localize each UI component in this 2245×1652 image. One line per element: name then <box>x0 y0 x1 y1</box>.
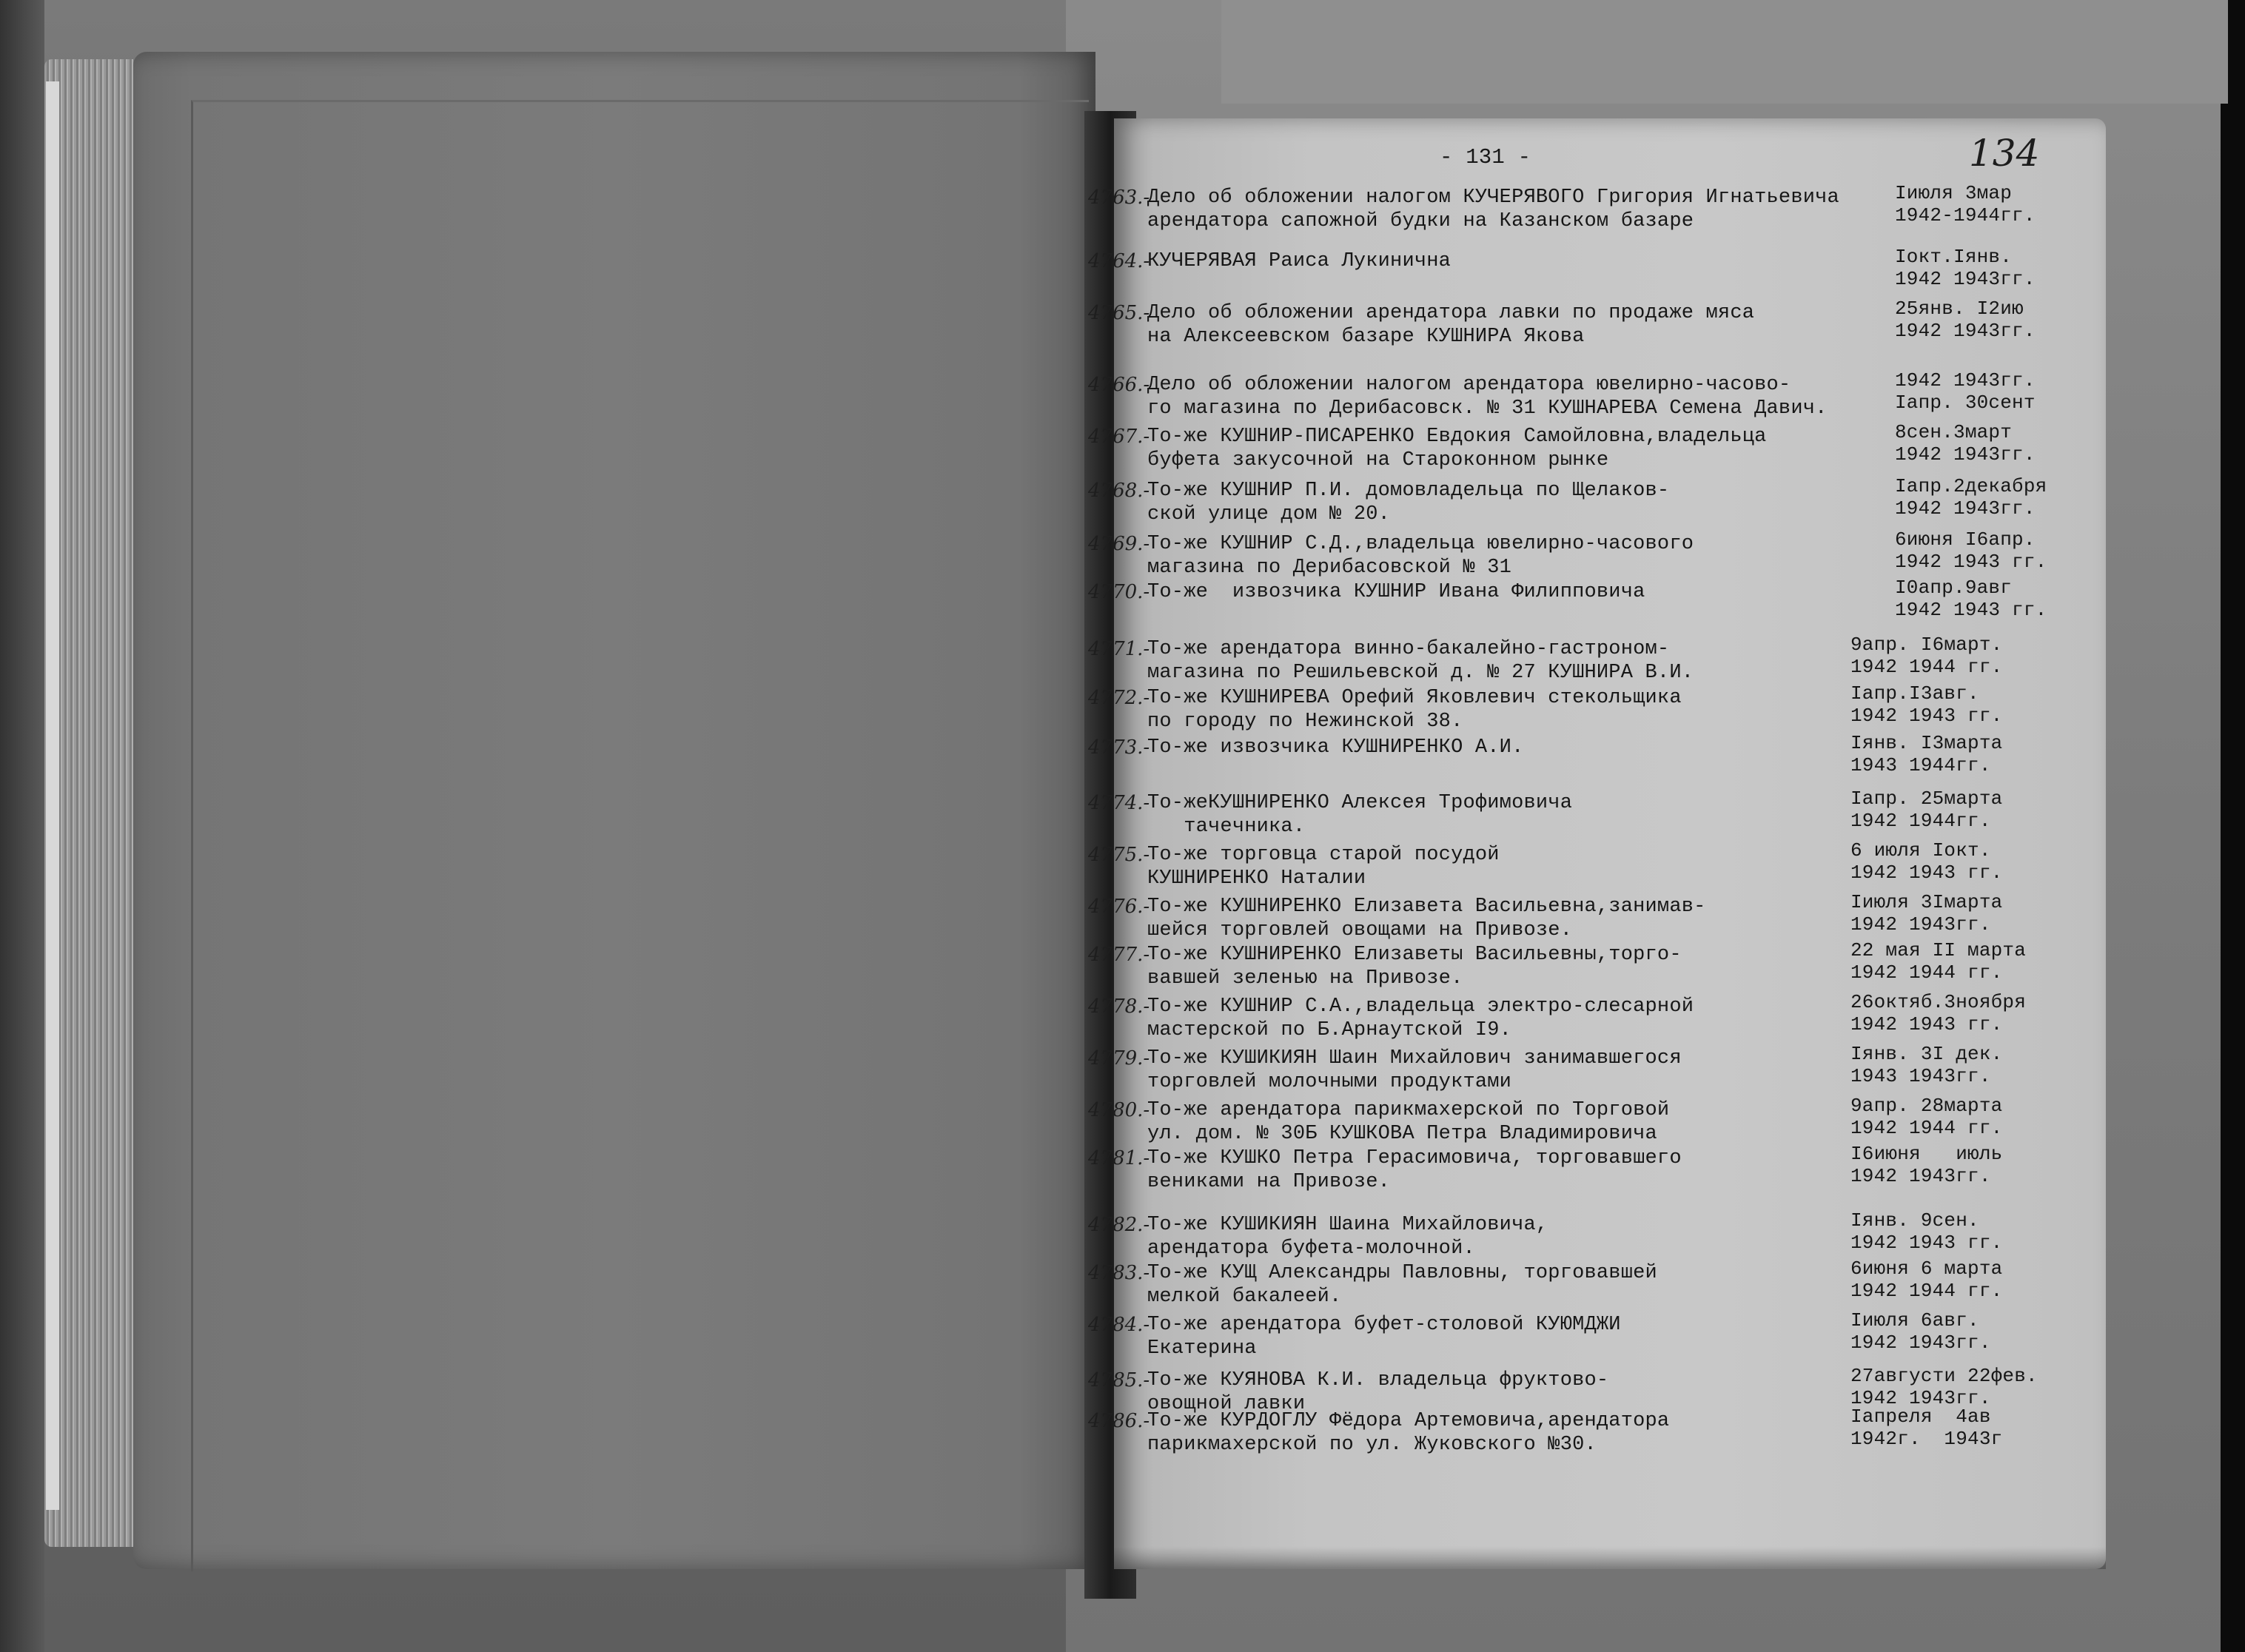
background-left-edge <box>0 0 44 1652</box>
entry-number: 4763.- <box>1088 187 1150 209</box>
entry-date-range: 1942-1944гг. <box>1895 204 2036 226</box>
entry-date-range: 6июня 6 марта <box>1850 1258 2003 1280</box>
entry-number: 4773.- <box>1088 736 1150 759</box>
entry-number: 4769.- <box>1088 533 1150 555</box>
entry-description-line: То-же арендатора буфет-столовой КУЮМДЖИ <box>1147 1314 1621 1336</box>
entry-number: 4764.- <box>1088 250 1150 272</box>
entry-date-range: Іянв. 3І дек. <box>1850 1043 2003 1065</box>
entry-date-range: 9апр. І6март. <box>1850 634 2003 656</box>
entry-description-line: То-же КУШНИРЕВА Орефий Яковлевич стекольщика <box>1147 687 1682 709</box>
entry-date-range: 22 мая II марта <box>1850 939 2027 961</box>
entry-date-range: Іянв. 9сен. <box>1850 1209 1979 1232</box>
entry-date-range: Іиюля 6авг. <box>1850 1309 1979 1332</box>
entry-number: 4776.- <box>1088 896 1150 918</box>
page-stack-white <box>46 81 59 1510</box>
entry-date-range: І6июня июль <box>1850 1143 2003 1165</box>
entry-date-range: 6июня І6апр. <box>1895 528 2036 551</box>
entry-date-range: Іиюля 3мар <box>1895 182 2013 204</box>
entry-date-range: 1942 1944 гг. <box>1850 1117 2003 1139</box>
entry-number: 4784.- <box>1088 1314 1150 1336</box>
entry-date-range: Іапр.І3авг. <box>1850 682 1979 705</box>
entry-description-line: го магазина по Дерибасовск. № 31 КУШНАРЕВА Семена Давич. <box>1147 397 1828 420</box>
entry-description-line: То-же арендатора парикмахерской по Торговой <box>1147 1099 1670 1121</box>
entry-number: 4767.- <box>1088 426 1150 448</box>
entry-number: 4786.- <box>1088 1410 1150 1432</box>
entry-description-line: ул. дом. № 30Б КУШКОВА Петра Владимировича <box>1147 1123 1657 1145</box>
entry-description-line: То-же КУШИКИЯН Шаина Михайловича, <box>1147 1214 1548 1236</box>
right-page-shadow-bottom <box>1114 1547 2106 1569</box>
entry-number: 4777.- <box>1088 944 1150 966</box>
entry-date-range: 1942 1944гг. <box>1850 810 1991 832</box>
entry-description-line: по городу по Нежинской 38. <box>1147 711 1463 733</box>
entry-date-range: 1942 1943гг. <box>1895 268 2036 290</box>
entry-date-range: Іапр. 25марта <box>1850 788 2003 810</box>
entry-description-line: То-же КУШНИРЕНКО Елизавета Васильевна,занимав- <box>1147 896 1706 918</box>
entry-date-range: 1942 1943гг. <box>1850 913 1991 936</box>
entry-description-line: То-же КУШНИР-ПИСАРЕНКО Евдокия Самойловна,владельца <box>1147 426 1767 448</box>
entry-date-range: 1942 1943гг. <box>1895 497 2036 520</box>
entry-description-line: вениками на Привозе. <box>1147 1171 1391 1193</box>
entry-description-line: магазина по Решильевской д. № 27 КУШНИРА В.И. <box>1147 662 1694 684</box>
entry-description-line: тачечника. <box>1147 816 1306 838</box>
entry-date-range: Іапр. 30сент <box>1895 392 2036 414</box>
left-page-inner-border <box>191 100 1089 1571</box>
entry-description-line: То-же КУЩ Александры Павловны, торговавшей <box>1147 1262 1657 1284</box>
entry-date-range: 1942г. 1943г <box>1850 1428 2003 1450</box>
entry-description-line: ской улице дом № 20. <box>1147 503 1391 526</box>
entry-description-line: Дело об обложении налогом арендатора ювелирно-часово- <box>1147 374 1791 396</box>
entry-description-line: овощной лавки <box>1147 1393 1306 1415</box>
entry-description-line: То-же извозчика КУШНИР Ивана Филипповича <box>1147 581 1645 603</box>
entry-date-range: 27августи 22фев. <box>1850 1365 2038 1387</box>
entry-description-line: шейся торговлей овощами на Привозе. <box>1147 919 1573 941</box>
entry-date-range: Іокт.Іянв. <box>1895 246 2013 268</box>
entry-description-line: Дело об обложении арендатора лавки по продаже мяса <box>1147 302 1755 324</box>
entry-description-line: арендатора сапожной будки на Казанском базаре <box>1147 210 1694 232</box>
entry-date-range: 1942 1943гг. <box>1850 1332 1991 1354</box>
entry-date-range: 1942 1943гг. <box>1850 1165 1991 1187</box>
entry-date-range: 1942 1943гг. <box>1850 1387 1991 1409</box>
entry-date-range: 1942 1943 гг. <box>1850 1232 2003 1254</box>
entry-number: 4785.- <box>1088 1369 1150 1391</box>
entry-date-range: 1942 1943 гг. <box>1850 862 2003 884</box>
entry-date-range: 1942 1943гг. <box>1895 320 2036 342</box>
entry-description-line: КУЧЕРЯВАЯ Раиса Лукинична <box>1147 250 1452 272</box>
entry-description-line: То-же КУЯНОВА К.И. владельца фруктово- <box>1147 1369 1609 1391</box>
entry-description-line: Дело об обложении налогом КУЧЕРЯВОГО Григория Игнатьевича <box>1147 187 1839 209</box>
entry-description-line: То-же КУШНИР С.А.,владельца электро-слесарной <box>1147 995 1694 1018</box>
entry-date-range: 1942 1943 гг. <box>1895 551 2047 573</box>
entry-description-line: на Алексеевском базаре КУШНИРА Якова <box>1147 326 1585 348</box>
entry-date-range: 1942 1943 гг. <box>1850 1013 2003 1035</box>
entry-number: 4775.- <box>1088 844 1150 866</box>
entry-description-line: магазина по Дерибасовской № 31 <box>1147 557 1512 579</box>
entry-date-range: 1942 1943 гг. <box>1850 705 2003 727</box>
entry-number: 4778.- <box>1088 995 1150 1018</box>
entry-number: 4774.- <box>1088 792 1150 814</box>
entry-number: 4780.- <box>1088 1099 1150 1121</box>
entry-description-line: То-же КУШКО Петра Герасимовича, торговавшего <box>1147 1147 1682 1169</box>
entry-number: 4771.- <box>1088 638 1150 660</box>
entry-description-line: То-же торговца старой посудой <box>1147 844 1500 866</box>
entry-description-line: торговлей молочными продуктами <box>1147 1071 1512 1093</box>
entry-number: 4765.- <box>1088 302 1150 324</box>
entry-description-line: То-же КУШНИРЕНКО Елизаветы Васильевны,торго- <box>1147 944 1682 966</box>
entry-date-range: 1942 1944 гг. <box>1850 656 2003 678</box>
entry-date-range: Іиюля 3Імарта <box>1850 891 2003 913</box>
entry-date-range: І0апр.9авг <box>1895 577 2013 599</box>
entry-date-range: 8сен.3март <box>1895 421 2013 443</box>
entry-description-line: арендатора буфета-молочной. <box>1147 1238 1475 1260</box>
entry-description-line: мастерской по Б.Арнаутской І9. <box>1147 1019 1512 1041</box>
entry-date-range: Іапр.2декабря <box>1895 475 2047 497</box>
entry-date-range: 6 июля Іокт. <box>1850 839 1991 862</box>
entry-date-range: 1942 1943 гг. <box>1895 599 2047 621</box>
entry-number: 4768.- <box>1088 480 1150 502</box>
entry-number: 4781.- <box>1088 1147 1150 1169</box>
entry-date-range: Іапреля 4ав <box>1850 1406 1991 1428</box>
entry-description-line: То-же КУРДОГЛУ Фёдора Артемовича,арендатора <box>1147 1410 1670 1432</box>
entry-date-range: 1942 1944 гг. <box>1850 961 2003 984</box>
entry-date-range: 1942 1943гг. <box>1895 443 2036 466</box>
entry-date-range: 1943 1944гг. <box>1850 754 1991 776</box>
entry-number: 4770.- <box>1088 581 1150 603</box>
folder-top-flap <box>1221 0 2228 104</box>
entry-description-line: То-же арендатора винно-бакалейно-гастроном- <box>1147 638 1670 660</box>
entry-date-range: Іянв. І3марта <box>1850 732 2003 754</box>
page-header: - 131 - <box>1440 145 1531 169</box>
entry-number: 4779.- <box>1088 1047 1150 1070</box>
entry-date-range: 25янв. I2ию <box>1895 298 2024 320</box>
entry-date-range: 1942 1943гг. <box>1895 369 2036 392</box>
entry-description-line: парикмахерской по ул. Жуковского №30. <box>1147 1434 1597 1456</box>
entry-description-line: То-же КУШНИР С.Д.,владельца ювелирно-часового <box>1147 533 1694 555</box>
entry-description-line: вавшей зеленью на Привозе. <box>1147 967 1463 990</box>
folio-number: 134 <box>1969 132 2040 175</box>
entry-description-line: буфета закусочной на Староконном рынке <box>1147 449 1609 471</box>
entry-number: 4783.- <box>1088 1262 1150 1284</box>
entry-description-line: То-же извозчика КУШНИРЕНКО А.И. <box>1147 736 1524 759</box>
entry-number: 4782.- <box>1088 1214 1150 1236</box>
entry-description-line: Екатерина <box>1147 1337 1257 1360</box>
entry-description-line: То-жеКУШНИРЕНКО Алексея Трофимовича <box>1147 792 1573 814</box>
entry-description-line: То-же КУШНИР П.И. домовладельца по Щелаков- <box>1147 480 1670 502</box>
entry-date-range: 26октяб.3ноября <box>1850 991 2027 1013</box>
entry-description-line: мелкой бакалеей. <box>1147 1286 1342 1308</box>
entry-date-range: 1943 1943гг. <box>1850 1065 1991 1087</box>
entry-description-line: КУШНИРЕНКО Наталии <box>1147 867 1366 890</box>
entry-date-range: 1942 1944 гг. <box>1850 1280 2003 1302</box>
entry-date-range: 9апр. 28марта <box>1850 1095 2003 1117</box>
entry-description-line: То-же КУШИКИЯН Шаин Михайлович занимавшегося <box>1147 1047 1682 1070</box>
entry-number: 4766.- <box>1088 374 1150 396</box>
entry-number: 4772.- <box>1088 687 1150 709</box>
